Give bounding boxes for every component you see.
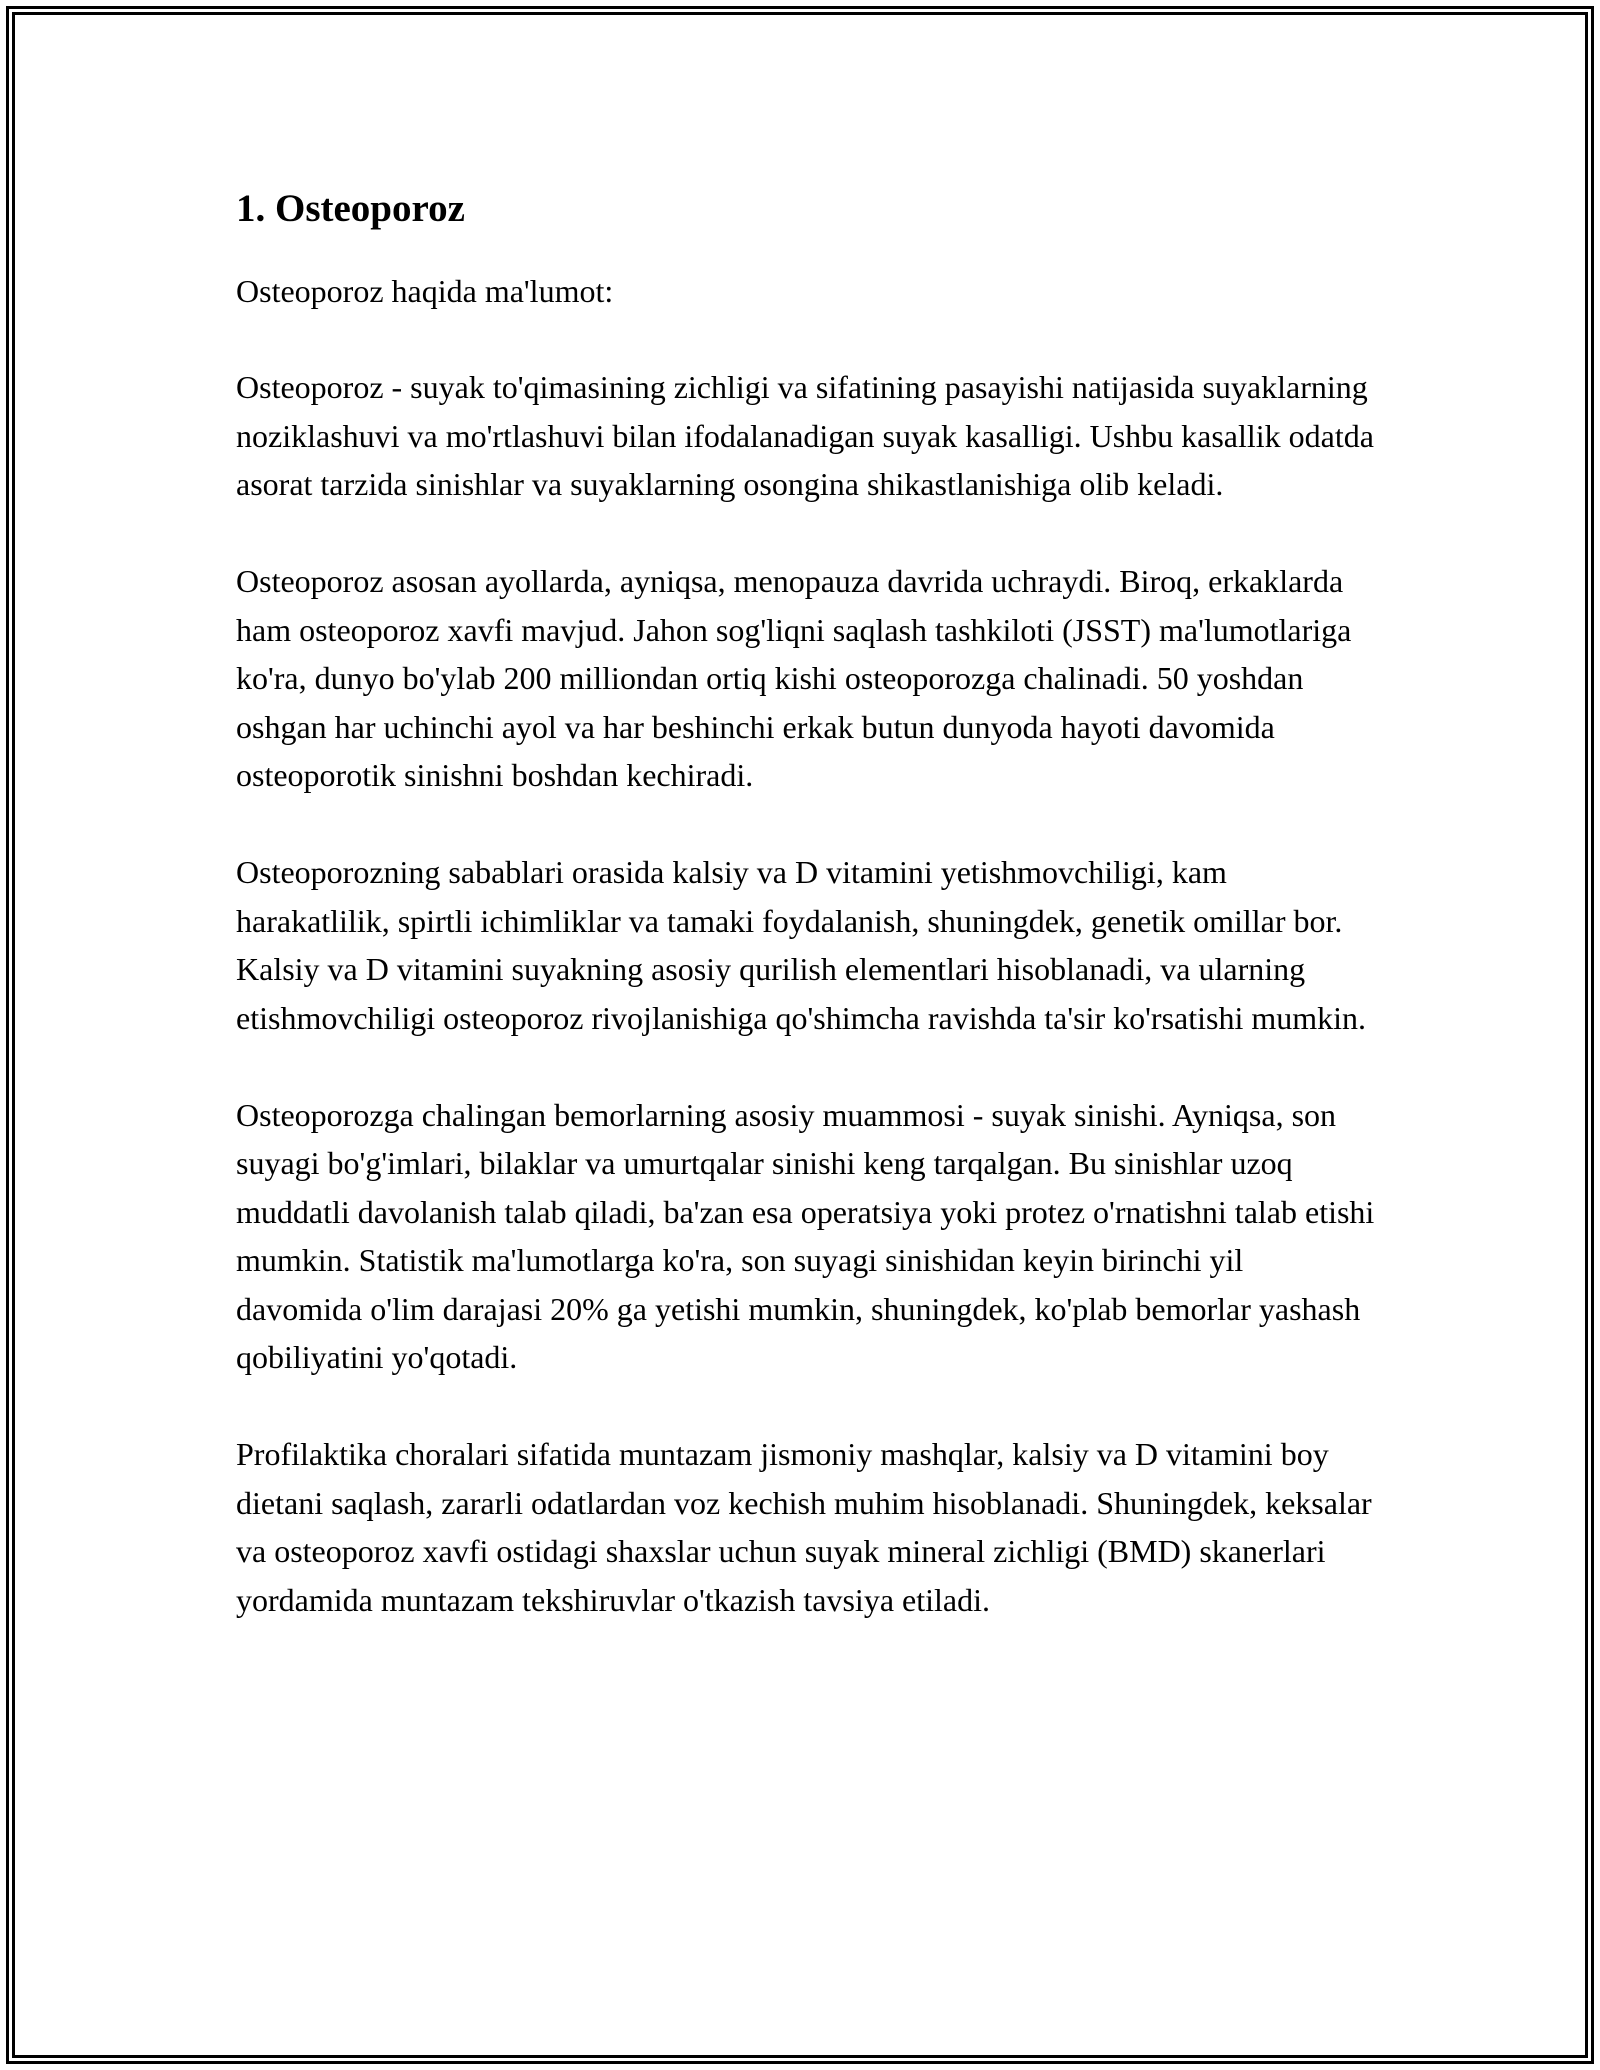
intro-line: Osteoporoz haqida ma'lumot: bbox=[236, 272, 614, 309]
paragraph-fractures: Osteoporozga chalingan bemorlarning asosiy muammosi - suyak sinishi. Ayniqsa, son suyagi bo'g'imlari, bilaklar va umurtqalar sinishi keng tarqalgan. Bu sinishlar uzoq muddatli davolanish talab qiladi, ba'zan esa operatsiya yoki protez o'rnatishni talab etishi mumkin. Statistik ma'lumotlarga ko'ra, son suyagi sinishidan keyin birinchi yil davomida o'lim darajasi 20% ga yetishi mumkin, shuningdek, ko'plab bemorlar yashash qobiliyatini yo'qotadi. bbox=[236, 1096, 1375, 1376]
document-title: 1. Osteoporoz bbox=[236, 187, 465, 230]
document-body bbox=[236, 184, 1376, 1673]
paragraph-causes: Osteoporozning sabablari orasida kalsiy va D vitamini yetishmovchiligi, kam harakatlilik, spirtli ichimliklar va tamaki foydalanish, shuningdek, genetik omillar bor. Kalsiy va D vitamini suyakning asosiy qurilish elementlari hisoblanadi, va ularning etishmovchiligi osteoporoz rivojlanishiga qo'shimcha ravishda ta'sir ko'rsatishi mumkin. bbox=[236, 854, 1367, 1036]
paragraph-definition: Osteoporoz - suyak to'qimasining zichligi va sifatining pasayishi natijasida suyaklarning noziklashuvi va mo'rtlashuvi bilan ifodalanadigan suyak kasalligi. Ushbu kasallik odatda asorat tarzida sinishlar va suyaklarning osongina shikastlanishiga olib keladi. bbox=[236, 369, 1374, 503]
paragraph-prevalence: Osteoporoz asosan ayollarda, ayniqsa, menopauza davrida uchraydi. Biroq, erkaklarda ham osteoporoz xavfi mavjud. Jahon sog'liqni saqlash tashkiloti (JSST) ma'lumotlariga ko'ra, dunyo bo'ylab 200 milliondan ortiq kishi osteoporozga chalinadi. 50 yoshdan oshgan har uchinchi ayol va har beshinchi erkak butun dunyoda hayoti davomida osteoporotik sinishni boshdan kechiradi. bbox=[236, 563, 1352, 794]
paragraph-prevention: Profilaktika choralari sifatida muntazam jismoniy mashqlar, kalsiy va D vitamini boy dietani saqlash, zararli odatlardan voz kechish muhim hisoblanadi. Shuningdek, keksalar va osteoporoz xavfi ostidagi shaxslar uchun suyak mineral zichligi (BMD) skanerlari yordamida muntazam tekshiruvlar o'tkazish tavsiya etiladi. bbox=[236, 1436, 1372, 1618]
